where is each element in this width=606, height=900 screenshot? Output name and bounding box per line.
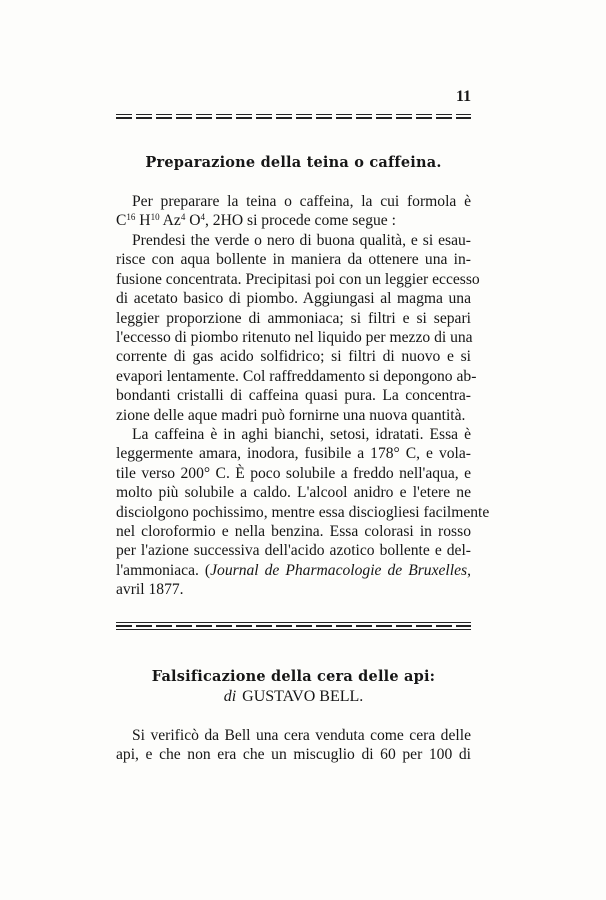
text-line: di acetato basico di piombo. Aggiungasi al magma una: [116, 290, 471, 308]
text-line: Per preparare la teina o caffeina, la cui formola è: [132, 193, 471, 210]
text-line: nel cloroformio e nella benzina. Essa colorasi in rosso: [116, 523, 471, 541]
page-number: 11: [456, 88, 472, 105]
article1-title: Preparazione della teina o caffeina.: [145, 154, 442, 171]
article2-paragraph1: [116, 726, 471, 765]
citation-line: l'ammoniaca. (Journal de Pharmacologie de Bruxelles,: [116, 561, 471, 579]
author-name: GUSTAVO BELL.: [242, 688, 364, 705]
text-line: corrente di gas acido solfidrico; si filtri di nuovo e si: [116, 348, 471, 366]
article1-paragraph3: [116, 425, 490, 600]
top-rule: [116, 114, 471, 121]
text-line: molto più solubile a caldo. L'alcool anidro e l'etere ne: [116, 484, 471, 502]
formula-line: $C^{16}$ $H^{10}$ Az$^4$ $O^4$, 2HO si procede come segue :: [116, 212, 396, 230]
text-line: risce con aqua bollente in maniera da ottenere una in-: [116, 251, 471, 269]
text-line: leggier proporzione di ammoniaca; si filtri e si separi: [116, 309, 471, 327]
text-line: per l'azione successiva dell'acido azotico bollente e del-: [116, 542, 471, 560]
text-line: Prendesi the verde o nero di buona qualità, e si esau-: [132, 232, 471, 249]
text-line: leggermente amara, inodora, fusibile a 178° C, e vola-: [116, 445, 471, 463]
byline-prefix: di: [223, 688, 237, 705]
section-divider: [116, 622, 471, 632]
text-line: zione delle aque madri può fornirne una nuova quantità.: [116, 406, 466, 424]
text-line: disciolgono pochissimo, mentre essa disciogliesi facilmente: [116, 503, 490, 521]
text-line: evapori lentamente. Col raffreddamento si depongono ab-: [116, 367, 477, 385]
article1-paragraph1: [116, 192, 471, 231]
text-line: tile verso 200° C. È poco solubile a freddo nell'aqua, e: [116, 464, 471, 482]
article2-byline: [116, 688, 471, 706]
article2-title: Falsificazione della cera delle api:: [151, 668, 436, 685]
text-line: l'eccesso di piombo ritenuto nel liquido per mezzo di una: [116, 329, 473, 347]
text-line: fusione concentrata. Precipitasi poi con un leggier eccesso: [116, 270, 480, 288]
text-line: api, e che non era che un miscuglio di 60 per 100 di: [116, 746, 471, 764]
article1-paragraph2: [116, 231, 480, 425]
text-line: La caffeina è in aghi bianchi, setosi, idratati. Essa è: [132, 426, 471, 443]
text-line: bondanti cristalli di caffeina quasi pura. La concentra-: [116, 387, 471, 405]
journal-title: Journal de Pharmacologie de Bruxelles: [210, 561, 468, 579]
text-line: Si verificò da Bell una cera venduta come cera delle: [132, 727, 471, 744]
citation-date: avril 1877.: [116, 581, 184, 599]
